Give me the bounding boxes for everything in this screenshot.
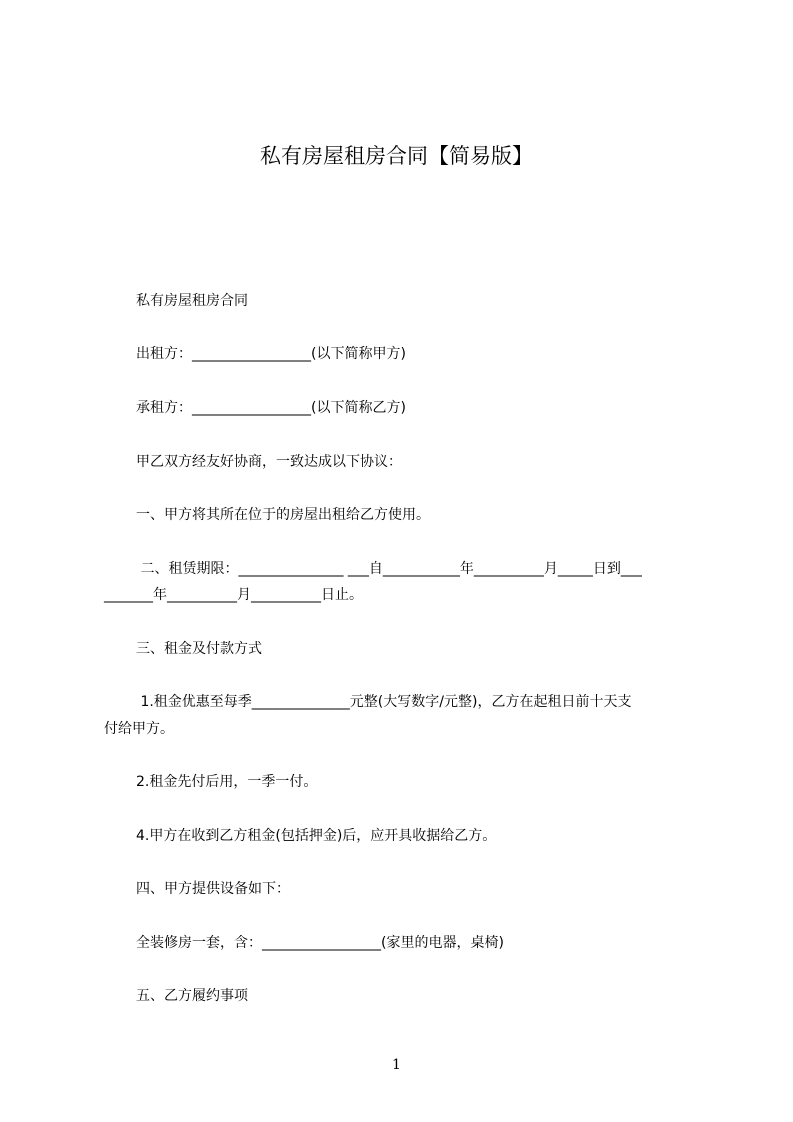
contract-heading: 私有房屋租房合同 [136, 293, 248, 309]
clause-3-item-2: 2.租金先付后用，一季一付。 [136, 774, 318, 790]
clause-2-continuation: _______年__________月__________日止。 [104, 587, 363, 603]
clause-5-heading: 五、乙方履约事项 [136, 988, 248, 1004]
lessee-line: 承租方：_________________(以下简称乙方) [136, 400, 406, 416]
clause-4-heading: 四、甲方提供设备如下： [136, 881, 290, 897]
page-number: 1 [392, 1057, 401, 1073]
lessor-line: 出租方：_________________(以下简称甲方) [136, 346, 406, 362]
clause-3-item-1: 1.租金优惠至每季______________元整(大写数字/元整)，乙方在起租日前十天支 [136, 694, 632, 710]
clause-3-item-4: 4.甲方在收到乙方租金(包括押金)后，应开具收据给乙方。 [136, 828, 497, 844]
clause-3-item-1-continuation: 付给甲方。 [104, 721, 174, 737]
clause-1: 一、甲方将其所在位于的房屋出租给乙方使用。 [136, 507, 430, 523]
clause-3-heading: 三、租金及付款方式 [136, 641, 262, 657]
agreement-intro: 甲乙双方经友好协商，一致达成以下协议： [136, 454, 402, 470]
clause-2-lease-term: 二、租赁期限：_______________ ___自___________年__________月_____日到___ [136, 561, 642, 577]
document-title: 私有房屋租房合同【简易版】 [260, 144, 533, 168]
clause-4-equipment: 全装修房一套，含：_________________(家里的电器，桌椅) [136, 935, 504, 951]
